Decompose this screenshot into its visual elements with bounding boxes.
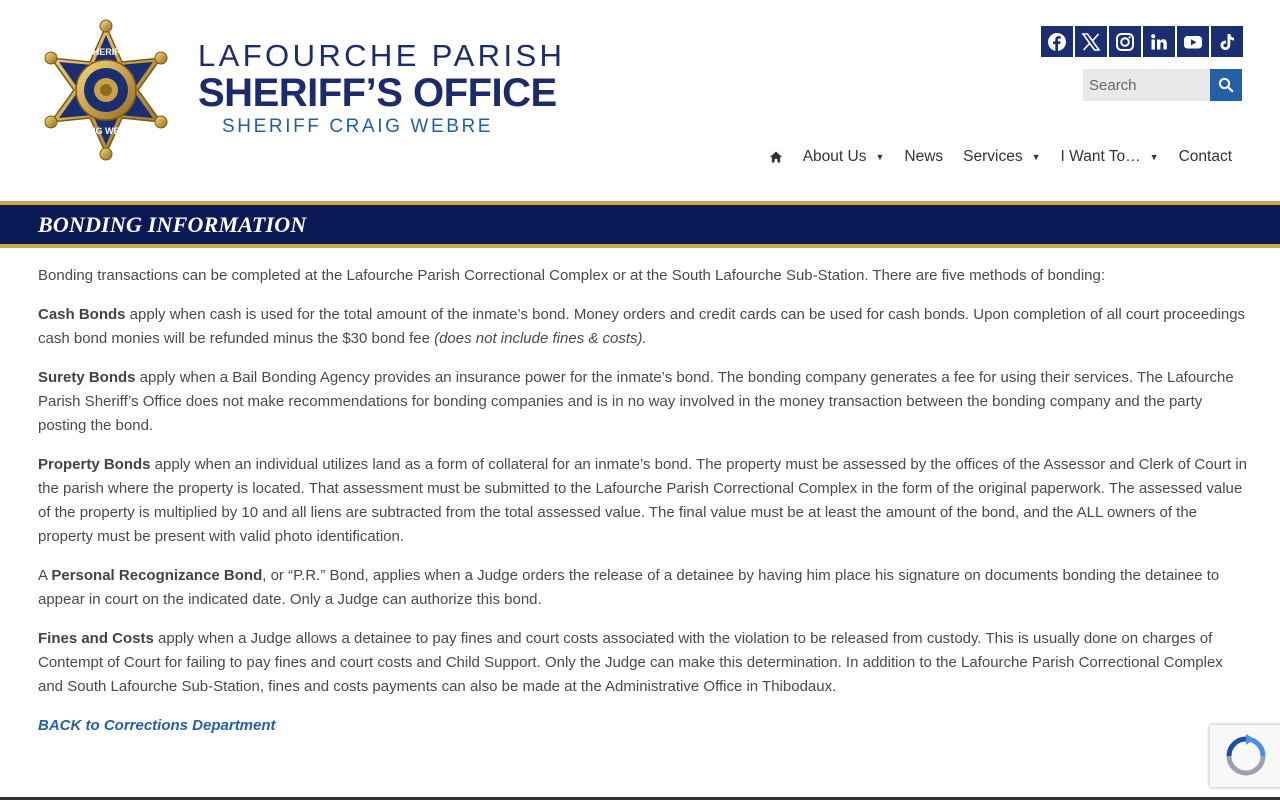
search-input[interactable]	[1083, 69, 1210, 101]
brand-line-sheriff: SHERIFF CRAIG WEBRE	[222, 116, 494, 137]
main-content	[38, 264, 1248, 753]
page-title-band	[0, 201, 1280, 248]
caret-down-icon: ▼	[1149, 152, 1159, 162]
property-bonds-paragraph	[38, 453, 1248, 549]
nav-services-label: Services	[963, 148, 1023, 165]
caret-down-icon: ▼	[875, 152, 885, 162]
badge-top-text: SHERIFF	[86, 47, 126, 57]
brand-wordmark[interactable]	[198, 38, 566, 138]
tiktok-icon	[1217, 32, 1237, 52]
main-navigation	[769, 146, 1232, 168]
pr-bond-paragraph	[38, 564, 1248, 612]
youtube-button[interactable]	[1177, 26, 1209, 57]
home-icon	[769, 150, 783, 164]
nav-contact[interactable]	[1179, 148, 1232, 166]
x-icon	[1081, 32, 1101, 52]
facebook-icon	[1047, 32, 1067, 52]
brand-line-office: SHERIFF’S OFFICE	[198, 71, 557, 115]
sheriff-badge-logo[interactable]	[38, 14, 174, 166]
search-form	[1083, 69, 1242, 101]
nav-home[interactable]	[769, 150, 783, 164]
surety-bonds-text: apply when a Bail Bonding Agency provides an insurance power for the inmate’s bond. The bonding company generates a fee for using their services. The Lafourche Parish Sheriff’s Office does not make recommendations for bonding companies and is in no way involved in the money transaction between the bonding company and the party posting the bond.	[38, 369, 1234, 434]
fines-costs-text: apply when a Judge allows a detainee to pay fines and court costs associated with the violation to be released from custody. This is usually done on charges of Contempt of Court for failing to pay fines and court costs and Child Support. Only the Judge can make this determination. In addition to the Lafourche Parish Correctional Complex and South Lafourche Sub-Station, fines and costs payments can also be made at the Administrative Office in Thibodaux.	[38, 630, 1223, 695]
tiktok-button[interactable]	[1211, 26, 1243, 57]
x-button[interactable]	[1075, 26, 1107, 57]
recaptcha-badge[interactable]	[1210, 725, 1280, 787]
nav-contact-label: Contact	[1178, 148, 1232, 165]
property-bonds-term: Property Bonds	[38, 456, 151, 473]
surety-bonds-term: Surety Bonds	[38, 369, 136, 386]
pr-bond-term: Personal Recognizance Bond	[51, 567, 263, 584]
site-header	[0, 0, 1280, 200]
instagram-icon	[1115, 32, 1135, 52]
back-to-corrections-link[interactable]: BACK to Corrections Department	[38, 717, 276, 734]
intro-text: Bonding transactions can be completed at the Lafourche Parish Correctional Complex or at the South Lafourche Sub-Station. There are five methods of bonding:	[38, 267, 1106, 284]
page-title: BONDING INFORMATION	[38, 212, 307, 237]
cash-bonds-note: (does not include fines & costs).	[434, 330, 647, 347]
linkedin-icon	[1149, 32, 1169, 52]
intro-paragraph	[38, 264, 1248, 288]
recaptcha-icon	[1224, 734, 1268, 778]
badge-bottom-text: CRAIG WEBRE	[73, 126, 139, 136]
pr-bond-prefix: A	[38, 567, 52, 584]
facebook-button[interactable]	[1041, 26, 1073, 57]
pr-bond-text: , or “P.R.” Bond, applies when a Judge orders the release of a detainee by having him place his signature on documents bonding the detainee to appear in court on the indicated date. Only a Judge can authorize this bond.	[38, 567, 1220, 608]
cash-bonds-text: apply when cash is used for the total amount of the inmate’s bond. Money orders and credit cards can be used for cash bonds. Upon completion of all court proceedings cash bond monies will be refunded minus the $30 bond fee	[38, 306, 1246, 347]
nav-news-label: News	[904, 148, 944, 165]
property-bonds-text: apply when an individual utilizes land as a form of collateral for an inmate’s bond. The property must be assessed by the offices of the Assessor and Clerk of Court in the parish where the property is located. That assessment must be submitted to the Lafourche Parish Correctional Complex in the form of the original paperwork. The assessed value of the property is multiplied by 10 and all liens are subtracted from the total assessed value. The final value must be at least the amount of the bond, and the ALL owners of the property must be present with valid photo identification.	[38, 456, 1247, 545]
caret-down-icon: ▼	[1031, 152, 1041, 162]
instagram-button[interactable]	[1109, 26, 1141, 57]
surety-bonds-paragraph	[38, 366, 1248, 438]
linkedin-button[interactable]	[1143, 26, 1175, 57]
cash-bonds-paragraph	[38, 303, 1248, 351]
search-icon	[1218, 77, 1234, 93]
cash-bonds-term: Cash Bonds	[38, 306, 126, 323]
fines-costs-paragraph	[38, 627, 1248, 699]
back-link-paragraph	[38, 714, 1248, 738]
nav-about-us[interactable]	[803, 148, 885, 166]
nav-news[interactable]	[904, 148, 943, 166]
nav-about-us-label: About Us	[802, 148, 867, 165]
nav-i-want-to-label: I Want To…	[1060, 148, 1141, 165]
brand-line-parish: LAFOURCHE PARISH	[198, 38, 566, 73]
nav-i-want-to[interactable]	[1061, 148, 1159, 166]
nav-services[interactable]	[963, 148, 1040, 166]
fines-costs-term: Fines and Costs	[38, 630, 154, 647]
social-links	[1041, 26, 1243, 57]
youtube-icon	[1183, 32, 1203, 52]
search-button[interactable]	[1210, 69, 1242, 101]
